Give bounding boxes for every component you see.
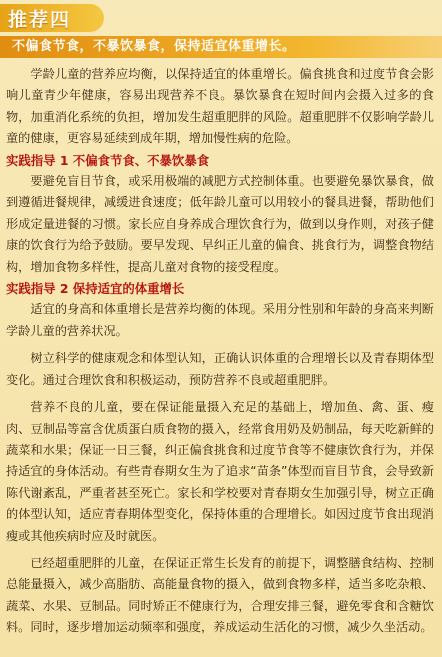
- guidance-2-paragraph-4: 已经超重肥胖的儿童，在保证正常生长发育的前提下，调整膳食结构、控制总能量摄入，减少高脂肪、高能量食物的摄入，做到食物多样，适当多吃杂粮、蔬菜、水果、豆制品。同时矫正不健康行为，合理安排三餐，避免零食和含糖饮料。同时，逐步增加运动频率和强度，养成运动生活化的习惯，减少久坐活动。: [6, 555, 434, 635]
- section-badge: [0, 4, 104, 32]
- section-banner-title: 不偏食节食，不暴饮暴食，保持适宜体重增长。: [12, 39, 296, 54]
- guidance-heading-1: 实践指导 1 不偏食节食、不暴饮暴食: [6, 152, 210, 168]
- section-banner: [0, 36, 442, 58]
- guidance-1-paragraph: 要避免盲目节食，或采用极端的减肥方式控制体重。也要避免暴饮暴食，做到遵循进餐规律，减缓进食速度；低年龄儿童可以用较小的餐具进餐，帮助他们形成定量进餐的习惯。家长应自身养成合理饮食行为，做到以身作则，对孩子健康的饮食行为给予鼓励。要早发现、早纠正儿童的偏食、挑食行为，调整食物结构，增加食物多样性，提高儿童对食物的接受程度。: [6, 174, 434, 274]
- guidance-2-paragraph-3: 营养不良的儿童，要在保证能量摄入充足的基础上，增加鱼、禽、蛋、瘦肉、豆制品等富含优质蛋白质食物的摄入，经常食用奶及奶制品，每天吃新鲜的蔬菜和水果；保证一日三餐，纠正偏食挑食和过度节食等不健康饮食行为，并保持适宜的身体活动。有些青春期女生为了追求“苗条”体型而盲目节食，会导致新陈代谢紊乱，严重者甚至死亡。家长和学校要对青春期女生加强引导，树立正确的体型认知，适应青春期体型变化，保持体重的合理增长。如因过度节食出现消瘦或其他疾病时应及时就医。: [6, 400, 434, 543]
- guidance-2-paragraph-1: 适宜的身高和体重增长是营养均衡的体现。采用分性别和年龄的身高来判断学龄儿童的营养状况。: [6, 302, 434, 338]
- guidance-2-paragraph-2: 树立科学的健康观念和体型认知，正确认识体重的合理增长以及青春期体型变化。通过合理饮食和积极运动，预防营养不良或超重肥胖。: [6, 351, 434, 387]
- intro-paragraph: 学龄儿童的营养应均衡，以保持适宜的体重增长。偏食挑食和过度节食会影响儿童青少年健康，容易出现营养不良。暴饮暴食在短时间内会摄入过多的食物，加重消化系统的负担，增加发生超重肥胖的风险。超重肥胖不仅影响学龄儿童的健康，更容易延续到成年期，增加慢性病的危险。: [6, 67, 434, 146]
- article-body: [6, 64, 434, 639]
- section-badge-label: 推荐四: [8, 8, 72, 31]
- guidance-heading-2: 实践指导 2 保持适宜的体重增长: [6, 281, 185, 297]
